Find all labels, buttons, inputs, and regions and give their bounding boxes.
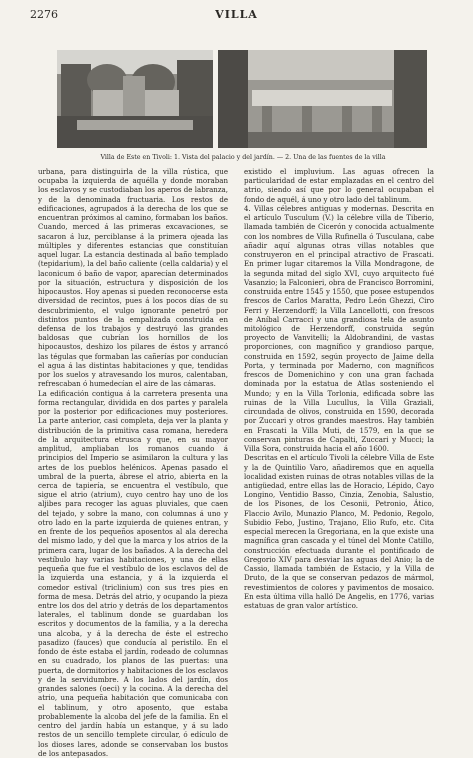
right-text-column — [244, 167, 434, 723]
villa-fountain-photo — [218, 50, 427, 148]
villa-palace-garden-photo — [57, 50, 213, 148]
page-number: 2276 — [30, 8, 58, 21]
paragraph: La edificación contigua á la carretera presenta una forma rectangular, dividida en dos partes y paralela por la posterior por edificaciones muy posteriores. La parte anterior, casi completa, deja ver la planta y distribución de la primitiva casa romana, heredera de la arquitectura etrusca y que, en su mayor amplitud, ampliaban los romanos cuando á principios del Imperio se asimilaron la cultura y las artes de los pueblos helénicos. Apenas pasado el umbral de la puerta, ábrese el atrio, abierta en la cerca de tapiería, se encuentra el vestíbulo, que sigue el atrio (atrium), cuyo centro hay uno de los aljibes para recoger las aguas pluviales, que caen del tejado, y sobre la mano, con columnas á uno y otro lado en la parte izquierda de quienes entran, y en frente de los pequeños aposentos al ala derecha del mismo lado, y del que la marca y los atrios de la primera cara, lugar de los bañados. A la derecha del vestíbulo hay varias habitaciones, y una de ellas pequeña que fue el vestíbulo de los esclavos del de la izquierda una estancia, y á la izquierda el comedor estival (triclinium) con sus tres pies en forma de mesa. Detrás del atrio, y ocupando la pieza entre los dos del atrio y detrás de los departamentos laterales, el tablinum donde se guardaban los escritos y documentos de la familia, y a la derecha una alcoba, y á la derecha de éste el estrecho pasadizo (fauces) que conducía al peristilo. En el fondo de éste estaba el jardín, rodeado de columnas en su cuadrado, los planos de las puertas: una puerta, de dormitorios y habitaciones de los esclavos y de la servidumbre. A los lados del jardín, dos grandes salones (oeci) y la cocina. A la derecha del atrio, una pequeña habitación que comunicaba con el tablinum, y otro aposento, que estaba probablemente la alcoba del jefe de la familia. En el centro del jardín había un estanque, y á su lado restos de un sencillo templete circular, ó edículo de los dioses lares, adonde se conservaban los bustos de los antepasados. — [38, 388, 228, 758]
paragraph: Descritas en el artículo Tivoli la célebre Villa de Este y la de Quintilio Varo, añadiremos que en aquella localidad existen ruinas de otras notables villas de la antigüedad, entre ellas las de Horacio, Lépido, Cayo Longino, Ventidio Basso, Cinzia, Zenobia, Salustio, de los Pisones, de los Cesonii, Petronio, Ático, Flaccio Avilo, Munazio Planco, M. Pedonio, Regolo, Subidio Febo, Justino, Trajano, Elio Rufo, etc. Cita especial merecen la Gregoriana, en la que existe una magnífica gran cascada y el túnel del Monte Catillo, construcción efectuada durante el pontificado de Gregorio XIV para desviar las aguas del Anio; la de Cassio, llamada también de Estacio, y la Villa de Druto, de la que se conservan pedazos de mármol, revestimientos de colores y pavimentos de mosaico. En esta última villa halló De Angelis, en 1776, varias estatuas de gran valor artístico. — [244, 453, 434, 611]
running-title: VILLA — [215, 8, 258, 21]
left-text-column — [38, 167, 228, 758]
paragraph: urbana, para distinguirla de la villa rústica, que ocupaba la izquierda de aquélla y donde moraban los esclavos y se custodiaban los aperos de labranza, y de la denominada fructuaria. Los restos de edificaciones, agrupados á la derecha de los que se encuentran próximos al camino, formaban los baños. Cuando, merced á las primeras excavaciones, se sacaron á luz, perciblanse á la primera ojeada las múltiples y diferentes estancias que constituían aquel lugar. La estancia destinada al baño templado (tepidarium), la del baño caliente (cella caldaria) y el laconicum ó baño de vapor, aparecían determinados por la situación, estructura y disposición de los hipocaustos. Hoy apenas si pueden reconocerse esta diversidad de recintos, pues á los pocos días de su descubrimiento, el vulgo ignorante penetró por distintos puntos de la empalizada construida en defensa de los trabajos y destruyó las grandes baldosas que cubrían los hornillos de los hipocaustos, deshizo los pilares de éstos y arrancó las tégulas que formaban las cañerías por conducían el agua á las distintas habitaciones y que, tendidas por los suelos y atravesando los muros, calentaban, refrescaban ó humedecían el aire de las cámaras. — [38, 167, 228, 389]
paragraph: existido el impluvium. Las aguas ofrecen la particularidad de estar emplazadas en el centro del atrio, siendo así que por lo general ocupaban el fondo de aquél, á uno y otro lado del tablinum. — [244, 167, 434, 204]
page-header — [30, 8, 443, 22]
figure-caption: Villa de Este en Tivoli: 1. Vista del palacio y del jardín. — 2. Una de las fuentes de la villa — [100, 154, 386, 161]
paragraph: 4. Villas célebres antiguas y modernas. Descrita en el artículo Tusculum (V.) la célebre villa de Tiberio, llamada también de Cicerón y conocida actualmente con los nombres de Villa Rufinella ó Tusculana, cabe añadir aquí algunas otras villas notables que construyeron en el principal atractivo de Frascati. En primer lugar citaremos la Villa Mondragone, de la segunda mitad del siglo XVI, cuyo arquitecto fué Vasanzio; la Falconieri, obra de Francisco Borromini, construida entre 1545 y 1550, que posee estupendos frescos de Carlos Maratta, Pedro León Ghezzi, Ciro Ferri y Herzendorff; la Villa Lancellotti, con frescos de Aníbal Carracci y una grandiosa tela de asunto mitológico de Herzendorff, construida según proyecto de Vanvitelli; la Aldobrandini, de vastas proporciones, con magnífico y grandioso parque, construida en 1592, según proyecto de Jaime della Porta, y terminada por Maderno, con magníficos frescos de Domenichino y con una gran fachada dominada por la estatua de Atlas sosteniendo el Mundo; y en la Villa Torlonia, edificada sobre las ruinas de la Villa Lucullus, la Villa Graziali, circundada de olivos, construida en 1590, decorada por Zuccari y otros grandes maestros. Hay también en Frascati la Villa Muti, de 1579, en la que se conservan pinturas de Capalti, Zuccari y Mucci; la Villa Sora, construida hacia el año 1600. — [244, 203, 434, 454]
